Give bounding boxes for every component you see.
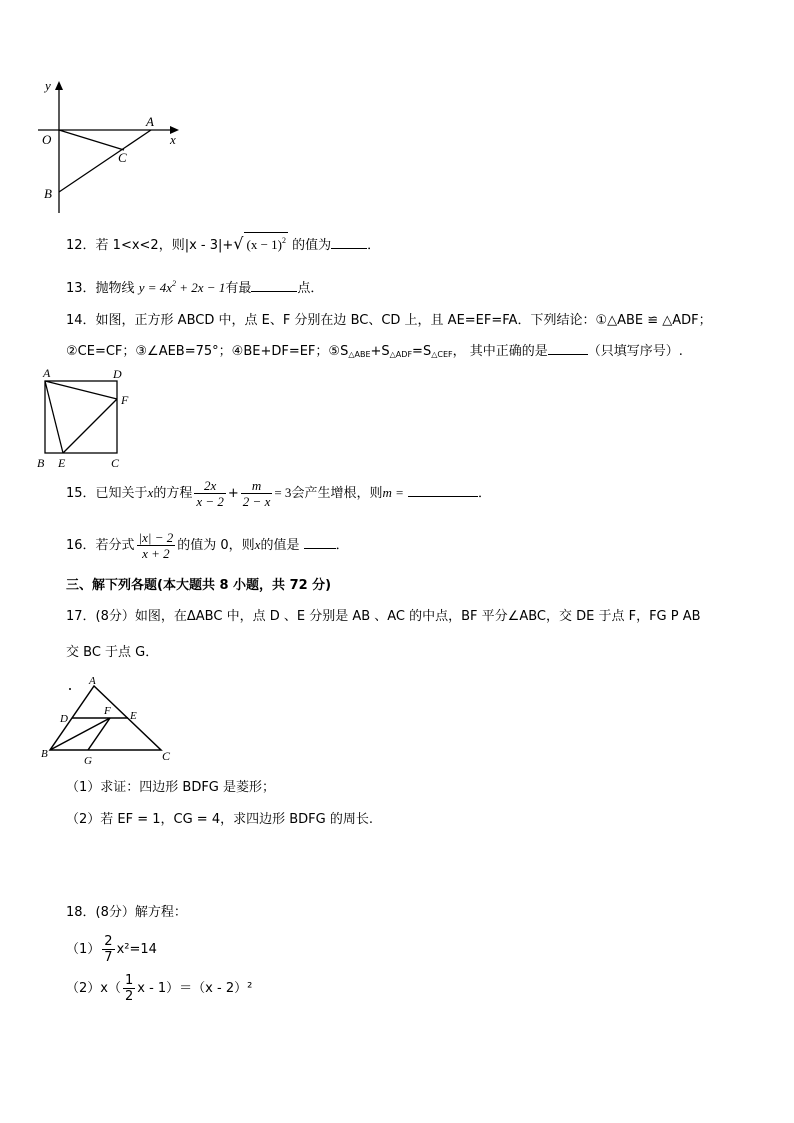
label-O: O (42, 132, 52, 147)
label-D: D (60, 713, 68, 725)
q12-text: 12．若 1<x<2，则|x - 3|+ (66, 238, 234, 253)
label-B: B (44, 186, 52, 201)
segment-AB (59, 130, 151, 192)
question-15: 15．已知关于x的方程 $\frac{2x}{x - 2}$ + $\frac{m}{2 - x}$ = 3会产生增根，则m = ． (66, 478, 492, 509)
q13-formula: $y = 4x^2 + 2x - 1$ (138, 279, 226, 295)
q16-answer-blank[interactable] (304, 536, 336, 549)
label-B: B (37, 456, 45, 470)
question-18-title: 18．(8分）解方程： (66, 905, 187, 920)
q18-fraction-1: $\frac{2}{7}$ (104, 934, 113, 965)
label-D: D (113, 367, 122, 381)
label-x: x (170, 132, 176, 147)
question-17-part1: （1）求证：四边形 BDFG 是菱形； (66, 780, 276, 795)
q14-answer-blank[interactable] (548, 342, 588, 355)
question-16: 16．若分式 $\frac{|x| - 2}{x + 2}$ 的值为 0，则x的值是 ． (66, 530, 349, 561)
segment-EF (63, 399, 117, 453)
label-B: B (41, 748, 48, 760)
sqrt-symbol: √ (233, 234, 244, 253)
question-17-line2: 交 BC 于点 G． (66, 645, 159, 660)
label-E: E (58, 456, 66, 470)
question-14-line2: ②CE=CF；③∠AEB=75°；④BE+DF=EF；$⑤S_{\triangle ABE}+S_{\triangle ADF}=S_{\triangle CEF}$， 其中正确的是 （只填写序号）. (66, 344, 683, 359)
y-axis-arrow (55, 81, 63, 90)
q16-fraction: $\frac{|x| - 2}{x + 2}$ (138, 530, 174, 561)
q12-radicand: $(x - 1)^2$ (244, 232, 288, 253)
question-18-part2: （2）x（ $\frac{1}{2}$ x - 1）＝（x - 2）² (66, 973, 253, 1004)
label-G: G (84, 755, 92, 767)
segment-AF (45, 381, 117, 399)
question-18-part1: （1） $\frac{2}{7}$ x²=14 (66, 934, 157, 965)
label-A: A (146, 114, 154, 129)
section-3-heading: 三、解下列各题(本大题共 8 小题，共 72 分) (66, 578, 332, 593)
q15-fraction-1: $\frac{2x}{x - 2}$ (196, 478, 224, 509)
label-A: A (43, 366, 51, 380)
segment-AE (45, 381, 63, 453)
question-14-line1: 14．如图，正方形 ABCD 中，点 E、F 分别在边 BC、CD 上，且 AE=EF=FA．下列结论：①△ABE ≌ △ADF； (66, 313, 712, 328)
dot-mark (69, 688, 71, 690)
square-ABCD (45, 381, 117, 453)
label-F: F (104, 705, 111, 717)
q15-answer-blank[interactable] (408, 484, 478, 497)
question-17-line1: 17．(8分）如图，在ΔABC 中，点 D 、E 分别是 AB 、AC 的中点，BF 平分∠ABC，交 DE 于点 F，FG P AB (66, 609, 701, 624)
figure-q14 (34, 364, 144, 474)
segment-FG (88, 718, 110, 750)
segment-OC (59, 130, 124, 150)
question-12: 12．若 1<x<2，则|x - 3|+√ $(x - 1)^2$ 的值为 ． (66, 234, 381, 253)
segment-BF (50, 718, 110, 750)
label-A: A (89, 675, 96, 687)
label-C: C (162, 749, 171, 763)
q12-text-b: 的值为 (287, 238, 332, 253)
label-F: F (121, 393, 129, 407)
figure-q17 (38, 672, 180, 768)
label-E: E (130, 710, 137, 722)
q13-answer-blank[interactable] (251, 279, 297, 292)
label-y: y (45, 78, 51, 93)
figure-q11 (36, 78, 186, 218)
question-17-part2: （2）若 EF = 1，CG = 4，求四边形 BDFG 的周长. (66, 812, 373, 827)
question-13: 13．抛物线 $y = 4x^2 + 2x - 1$有最 点． (66, 279, 324, 296)
label-C: C (118, 150, 127, 165)
q15-fraction-2: $\frac{m}{2 - x}$ (242, 478, 271, 509)
q18-fraction-2: $\frac{1}{2}$ (124, 973, 134, 1004)
label-C: C (111, 456, 120, 470)
q12-answer-blank[interactable] (331, 236, 367, 249)
